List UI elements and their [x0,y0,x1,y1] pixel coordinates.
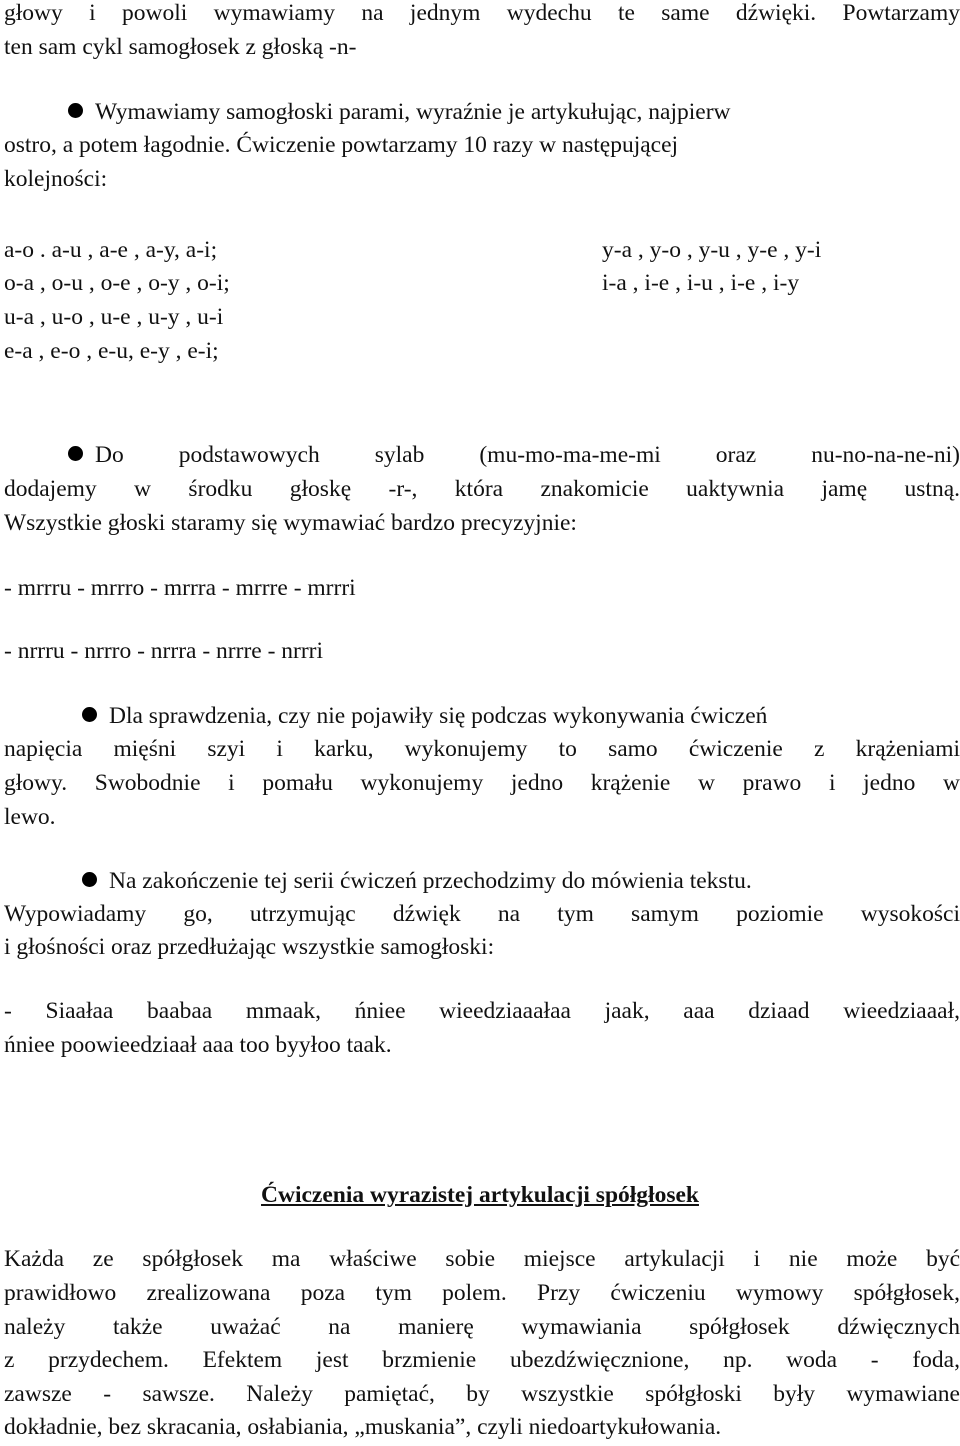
text-line: lewo. [4,804,56,830]
vowel-pair-line: y-a , y-o , y-u , y-e , y-i [602,237,822,263]
text-line: Wypowiadamy go, utrzymując dźwięk na tym samym poziomie wysokości [4,901,960,927]
text-line: napięcia mięśni szyi i karku, wykonujemy to samo ćwiczenie z krążeniami [4,736,960,762]
text-line: głowy. Swobodnie i pomału wykonujemy jedno krążenie w prawo i jedno w [4,770,960,796]
vowel-pair-line: u-a , u-o , u-e , u-y , u-i [4,304,224,330]
vowel-pair-line: i-a , i-e , i-u , i-e , i-y [602,270,800,296]
text-line: i głośności oraz przedłużając wszystkie samogłoski: [4,934,495,960]
text-line: ostro, a potem łagodnie. Ćwiczenie powtarzamy 10 razy w następującej [4,132,679,158]
section-heading: Ćwiczenia wyrazistej artykulacji spółgłosek [261,1182,699,1208]
text-line: prawidłowo zrealizowana poza tym polem. Przy ćwiczeniu wymowy spółgłosek, [4,1280,960,1306]
quote-line: ńniee poowieedziaał aaa too byyłoo taak. [4,1032,392,1058]
text-line: należy także uważać na manierę wymawiania spółgłosek dźwięcznych [4,1314,960,1340]
bullet-paragraph-start [68,95,731,129]
bullet-paragraph-start [82,864,752,898]
text-line: Dla sprawdzenia, czy nie pojawiły się podczas wykonywania ćwiczeń [109,703,768,729]
bullet-icon [82,872,97,887]
text-line: zawsze - sawsze. Należy pamiętać, by wszystkie spółgłoski były wymawiane [4,1381,960,1407]
text-line: Każda ze spółgłosek ma właściwe sobie miejsce artykulacji i nie może być [4,1246,960,1272]
text-line: dokładnie, bez skracania, osłabiania, „muskania”, czyli niedoartykułowania. [4,1414,722,1440]
text-line: dodajemy w środku głoskę -r-, która znakomicie uaktywnia jamę ustną. [4,476,960,502]
text-line: z przydechem. Efektem jest brzmienie ubezdźwięcznione, np. woda - foda, [4,1347,960,1373]
bullet-paragraph-start [82,699,767,733]
vowel-pair-line: a-o . a-u , a-e , a-y, a-i; [4,237,218,263]
quote-line: - Siaałaa baabaa mmaak, ńniee wieedziaaałaa jaak, aaa dziaad wieedziaaał, [4,998,960,1024]
text-line: Wymawiamy samogłoski parami, wyraźnie je artykułując, najpierw [95,99,731,125]
vowel-pair-line: o-a , o-u , o-e , o-y , o-i; [4,270,230,296]
bullet-icon [68,446,83,461]
text-line: Do podstawowych sylab (mu-mo-ma-me-mi oraz nu-no-na-ne-ni) [95,442,960,468]
bullet-paragraph-start [68,438,960,472]
text-line: Wszystkie głoski staramy się wymawiać bardzo precyzyjnie: [4,510,577,536]
example-line: - nrrru - nrrro - nrrra - nrrre - nrrri [4,638,324,664]
vowel-pair-line: e-a , e-o , e-u, e-y , e-i; [4,338,219,364]
text-line: głowy i powoli wymawiamy na jednym wydechu te same dźwięki. Powtarzamy [4,0,960,26]
bullet-icon [68,103,83,118]
text-line: Na zakończenie tej serii ćwiczeń przechodzimy do mówienia tekstu. [109,868,752,894]
text-line: kolejności: [4,166,108,192]
bullet-icon [82,707,97,722]
example-line: - mrrru - mrrro - mrrra - mrrre - mrrri [4,575,356,601]
text-line: ten sam cykl samogłosek z głoską -n- [4,34,357,60]
